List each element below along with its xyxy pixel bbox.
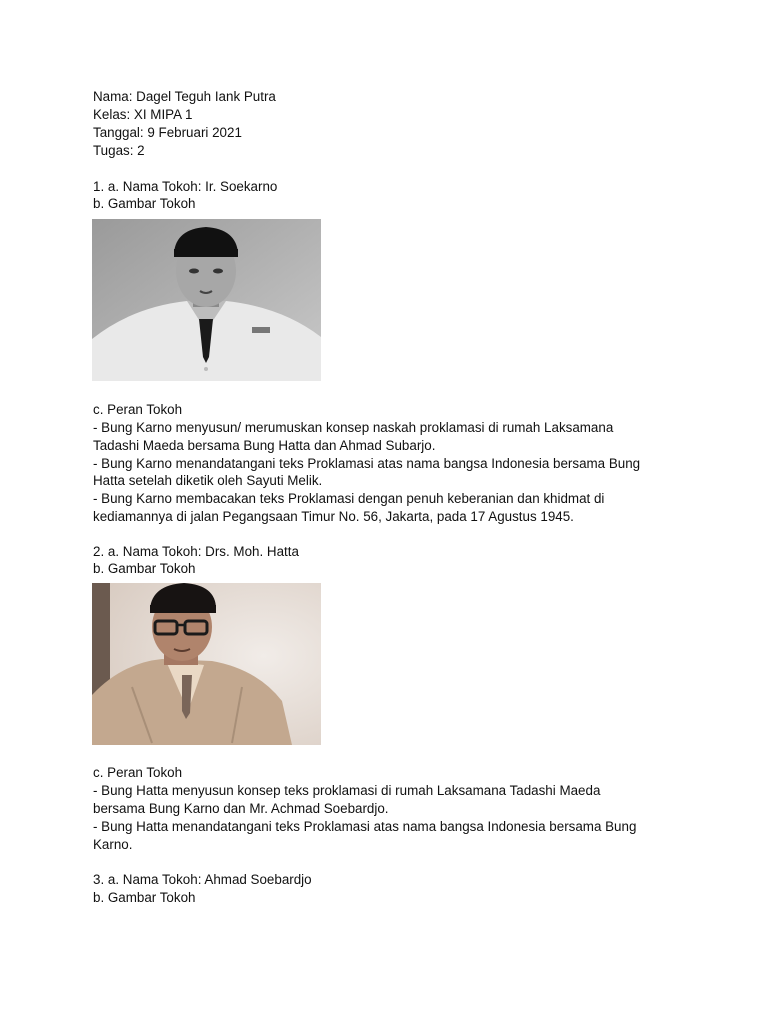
figure-2-role-title: c. Peran Tokoh: [93, 765, 183, 780]
figure-1-role-line: Tadashi Maeda bersama Bung Hatta dan Ahmad Subarjo.: [93, 438, 436, 453]
figure-3-image-label: b. Gambar Tokoh: [93, 890, 196, 905]
figure-2-image-label: b. Gambar Tokoh: [93, 561, 196, 576]
soekarno-photo: [92, 219, 321, 381]
figure-1-role-line: - Bung Karno membacakan teks Proklamasi dengan penuh keberanian dan khidmat di: [93, 491, 605, 506]
figure-2-role-line: - Bung Hatta menandatangani teks Proklamasi atas nama bangsa Indonesia bersama Bung: [93, 819, 637, 834]
figure-2-role-line: bersama Bung Karno dan Mr. Achmad Soebardjo.: [93, 801, 389, 816]
assignment-date: Tanggal: 9 Februari 2021: [93, 125, 242, 140]
assignment-number: Tugas: 2: [93, 143, 145, 158]
figure-2-name: 2. a. Nama Tokoh: Drs. Moh. Hatta: [93, 544, 299, 559]
student-name: Nama: Dagel Teguh Iank Putra: [93, 89, 276, 104]
figure-1-role-line: Hatta setelah diketik oleh Sayuti Melik.: [93, 473, 323, 488]
hatta-photo: [92, 583, 321, 745]
figure-1-role-line: - Bung Karno menyusun/ merumuskan konsep naskah proklamasi di rumah Laksamana: [93, 420, 614, 435]
figure-1-name: 1. a. Nama Tokoh: Ir. Soekarno: [93, 179, 278, 194]
figure-1-role-line: kediamannya di jalan Pegangsaan Timur No. 56, Jakarta, pada 17 Agustus 1945.: [93, 509, 574, 524]
figure-1-role-title: c. Peran Tokoh: [93, 402, 183, 417]
figure-1-image-label: b. Gambar Tokoh: [93, 196, 196, 211]
figure-1-role-line: - Bung Karno menandatangani teks Proklamasi atas nama bangsa Indonesia bersama Bung: [93, 456, 641, 471]
student-class: Kelas: XI MIPA 1: [93, 107, 193, 122]
figure-2-role-line: Karno.: [93, 837, 133, 852]
figure-2-role-line: - Bung Hatta menyusun konsep teks proklamasi di rumah Laksamana Tadashi Maeda: [93, 783, 601, 798]
figure-3-name: 3. a. Nama Tokoh: Ahmad Soebardjo: [93, 872, 312, 887]
